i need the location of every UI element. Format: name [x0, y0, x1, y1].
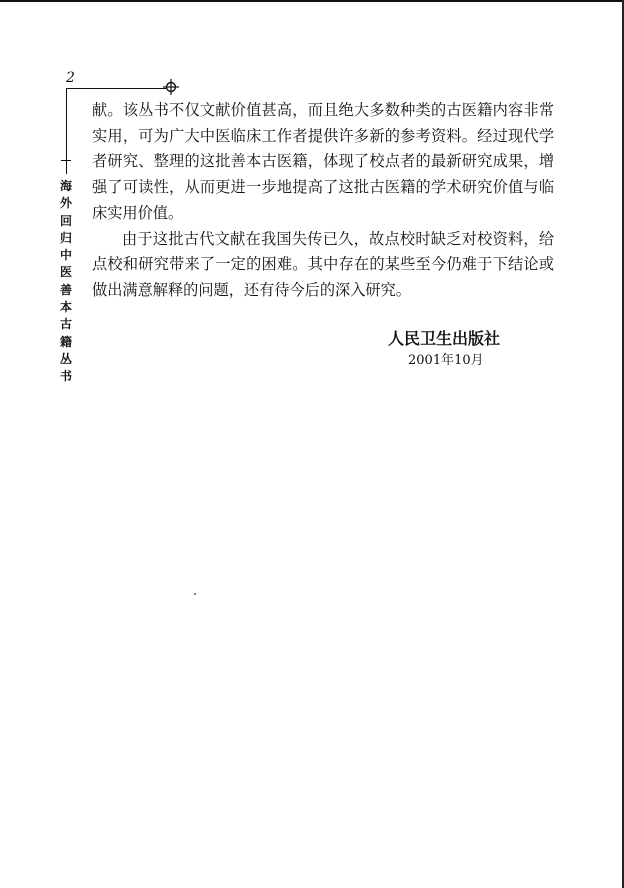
series-title-char: 海: [59, 179, 72, 193]
margin-rule: [66, 88, 67, 174]
series-title-char: 本: [59, 300, 72, 315]
series-title-char: 回: [59, 213, 72, 228]
series-title-char: 归: [59, 230, 72, 245]
page-top-border: [0, 0, 624, 2]
header-rule: [66, 88, 166, 89]
series-title-char: 书: [59, 369, 72, 384]
series-title-char: 中: [59, 248, 72, 263]
margin-tick: [61, 160, 71, 161]
publisher-name: 人民卫生出版社: [388, 329, 501, 348]
crosshair-ornament-icon: [162, 78, 180, 96]
series-title-char: 医: [59, 265, 72, 280]
series-title-char: 外: [59, 196, 72, 211]
series-title-char: 古: [59, 317, 72, 332]
publication-date: 2001年10月: [408, 353, 484, 368]
series-title-char: 籍: [59, 334, 72, 349]
print-speck: [194, 593, 196, 595]
page-number: 2: [66, 70, 75, 86]
series-title-char: 丛: [59, 351, 72, 366]
paragraph-continued: 献。该丛书不仅文献价值甚高，而且绝大多数种类的古医籍内容非常实用，可为广大中医临床工作者提供许多新的参考资料。经过现代学者研究、整理的这批善本古医籍，体现了校点者的最新研究成果，增强了可读性，从而更进一步地提高了这批古医籍的学术研究价值与临床实用价值。: [92, 101, 554, 222]
series-title-char: 善: [59, 282, 72, 297]
body-text: [92, 98, 554, 304]
series-title-vertical: [56, 178, 76, 386]
paragraph: 由于这批古代文献在我国失传已久，故点校时缺乏对校资料，给点校和研究带来了一定的困难。其中存在的某些至今仍难于下结论或做出满意解释的问题，还有待今后的深入研究。: [92, 229, 554, 299]
